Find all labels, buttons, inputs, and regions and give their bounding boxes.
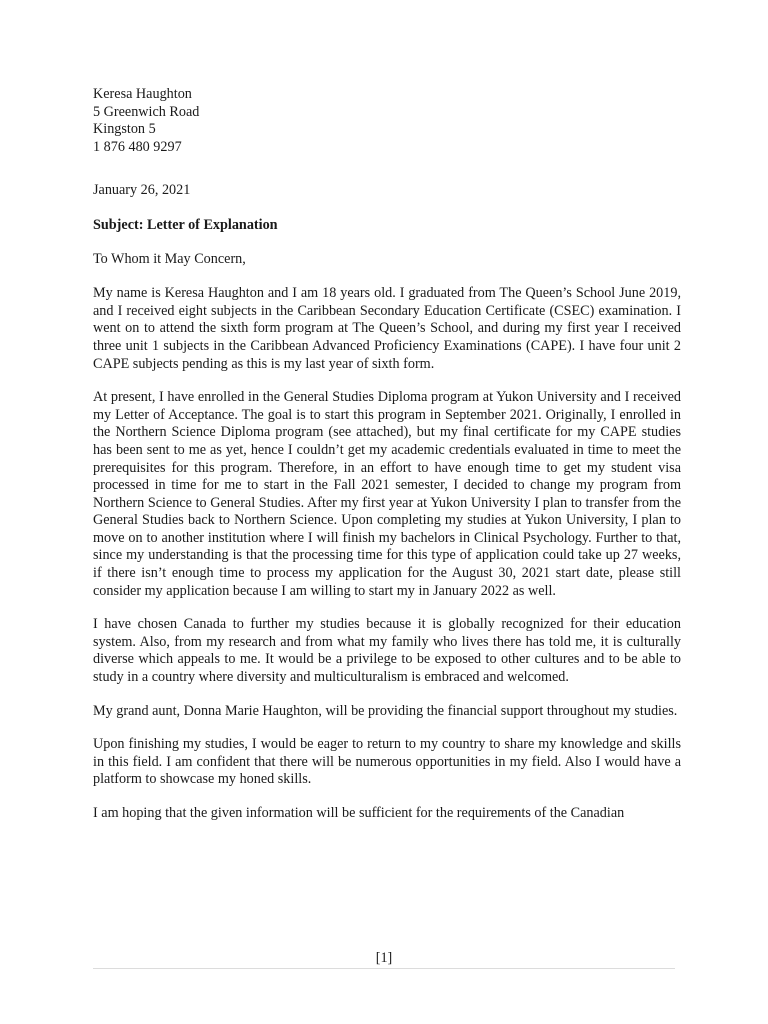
paragraph-choice-of-canada: I have chosen Canada to further my studies because it is globally recognized for their education system. Also, from my research and from what my family who lives there has told me, it is culturally diverse which appeals to me. It would be a privilege to be exposed to other cultures and to be able to study in a country where diversity and multiculturalism is embraced and welcomed. [93, 616, 681, 686]
footer-divider [93, 968, 675, 969]
paragraph-introduction: My name is Keresa Haughton and I am 18 years old. I graduated from The Queen’s School June 2019, and I received eight subjects in the Caribbean Secondary Education Certificate (CSEC) examination. I went on to attend the sixth form program at The Queen’s School, and during my first year I received three unit 1 subjects in the Caribbean Advanced Proficiency Examinations (CAPE). I have four unit 2 CAPE subjects pending as this is my last year of sixth form. [93, 285, 681, 372]
page-number: [1] [375, 950, 393, 966]
sender-street: 5 Greenwich Road [93, 103, 200, 120]
paragraph-financial-support: My grand aunt, Donna Marie Haughton, will be providing the financial support throughout my studies. [93, 702, 678, 719]
paragraph-program-enrollment: At present, I have enrolled in the General Studies Diploma program at Yukon University and I received my Letter of Acceptance. The goal is to start this program in September 2021. Originally, I enrolled in the Northern Science Diploma program (see attached), but my final certificate for my CAPE studies has been sent to me as yet, hence I couldn’t get my academic credentials evaluated in time to meet the prerequisites for this program. Therefore, in an effort to have enough time to get my student visa processed in time for me to start in the Fall 2021 semester, I decided to change my program from Northern Science to General Studies. After my first year at Yukon University I plan to transfer from the General Studies back to Northern Science. Upon completing my studies at Yukon University, I plan to move on to another institution where I will finish my bachelors in Clinical Psychology. Further to that, since my understanding is that the processing time for this type of application could take up 27 weeks, if there isn’t enough time to process my application for the August 30, 2021 start date, please still consider my application because I am willing to start my in January 2022 as well. [93, 389, 681, 599]
sender-address-block [93, 86, 681, 156]
letter-salutation: To Whom it May Concern, [93, 250, 246, 267]
sender-name: Keresa Haughton [93, 86, 192, 102]
letter-subject: Subject: Letter of Explanation [93, 216, 278, 233]
sender-phone: 1 876 480 9297 [93, 138, 182, 155]
letter-date: January 26, 2021 [93, 182, 191, 199]
paragraph-future-plans: Upon finishing my studies, I would be eager to return to my country to share my knowledge and skills in this field. I am confident that there will be numerous opportunities in my field. Also I would have a platform to showcase my honed skills. [93, 736, 681, 788]
paragraph-closing-partial: I am hoping that the given information will be sufficient for the requirements of the Canadian [93, 805, 625, 821]
letter-body [93, 86, 681, 823]
sender-city: Kingston 5 [93, 121, 156, 138]
